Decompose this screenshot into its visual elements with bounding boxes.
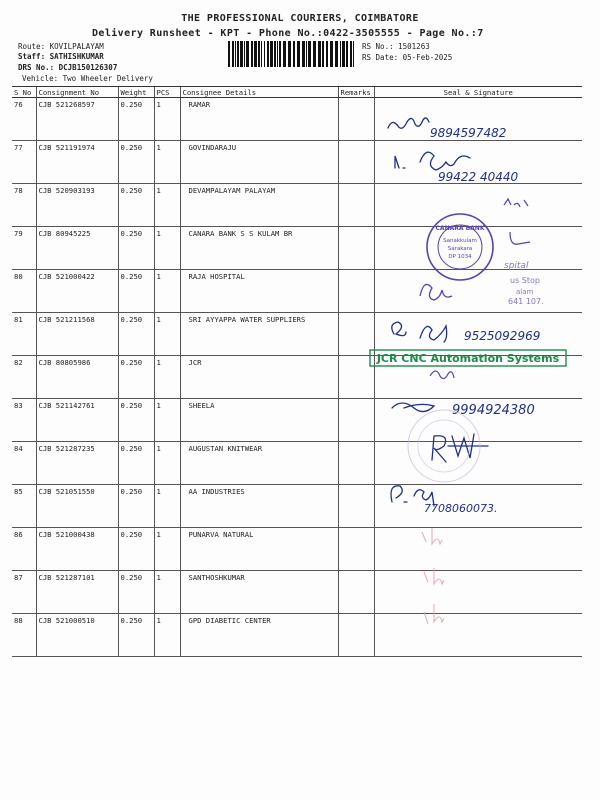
cell-sno: 83 (12, 399, 36, 442)
cell-consignee: DEVAMPALAYAM PALAYAM (180, 184, 338, 227)
cell-pcs: 1 (154, 313, 180, 356)
cell-weight: 0.250 (118, 442, 154, 485)
cell-consignment: CJB 521000510 (36, 614, 118, 657)
cell-sno: 78 (12, 184, 36, 227)
rs-date: RS Date: 05-Feb-2025 (362, 53, 453, 62)
cell-pcs: 1 (154, 98, 180, 141)
handwritten-phone-76: 9894597482 (430, 126, 507, 140)
cell-pcs: 1 (154, 571, 180, 614)
barcode-bar (277, 41, 278, 67)
rs-number: RS No.: 1501263 (362, 42, 430, 51)
svg-text:JCR CNC Automation Systems: JCR CNC Automation Systems (376, 352, 560, 365)
cell-sno: 79 (12, 227, 36, 270)
vehicle-label: Vehicle: Two Wheeler Delivery (22, 74, 153, 83)
cell-sno: 80 (12, 270, 36, 313)
table-row (12, 485, 582, 528)
cell-seal-signature (374, 356, 582, 399)
barcode-bar (267, 41, 269, 67)
cell-remarks (338, 399, 374, 442)
cell-weight: 0.250 (118, 356, 154, 399)
cell-remarks (338, 356, 374, 399)
barcode-bar (302, 41, 305, 67)
cell-consignment: CJB 521191974 (36, 141, 118, 184)
svg-text:Sanakkulam: Sanakkulam (443, 238, 477, 244)
barcode-bar (254, 41, 257, 67)
barcode-bar (306, 41, 307, 67)
col-weight: Weight (118, 87, 154, 98)
table-row (12, 184, 582, 227)
barcode-bar (308, 41, 311, 67)
cell-consignee: PUNARVA NATURAL (180, 528, 338, 571)
runsheet-table (12, 86, 582, 657)
cell-weight: 0.250 (118, 313, 154, 356)
cell-consignee: SHEELA (180, 399, 338, 442)
cell-seal-signature (374, 313, 582, 356)
cell-remarks (338, 313, 374, 356)
barcode-bar (293, 41, 295, 67)
cell-pcs: 1 (154, 227, 180, 270)
barcode-bar (228, 41, 230, 67)
cell-consignee: RAJA HOSPITAL (180, 270, 338, 313)
table-row (12, 528, 582, 571)
barcode-bar (279, 41, 281, 67)
cell-consignee: SANTHOSHKUMAR (180, 571, 338, 614)
cell-weight: 0.250 (118, 485, 154, 528)
cell-sno: 81 (12, 313, 36, 356)
handwritten-phone-85: 7708060073. (424, 502, 498, 515)
cell-consignment: CJB 521268597 (36, 98, 118, 141)
cell-pcs: 1 (154, 442, 180, 485)
cell-consignee: GOVINDARAJU (180, 141, 338, 184)
cell-consignment: CJB 521211568 (36, 313, 118, 356)
barcode-bar (258, 41, 260, 67)
cell-weight: 0.250 (118, 270, 154, 313)
cell-sno: 85 (12, 485, 36, 528)
cell-consignee: SRI AYYAPPA WATER SUPPLIERS (180, 313, 338, 356)
cell-pcs: 1 (154, 141, 180, 184)
svg-text:us Stop: us Stop (510, 276, 540, 285)
cell-seal-signature (374, 98, 582, 141)
cell-remarks (338, 141, 374, 184)
cell-consignment: CJB 521287235 (36, 442, 118, 485)
drs-label: DRS No.: DCJB150126307 (18, 63, 118, 72)
barcode-bar (246, 41, 249, 67)
barcode-bar (274, 41, 276, 67)
cell-weight: 0.250 (118, 614, 154, 657)
cell-seal-signature (374, 184, 582, 227)
svg-text:DP 1034: DP 1034 (448, 254, 472, 260)
barcode-bar (346, 41, 348, 67)
cell-pcs: 1 (154, 184, 180, 227)
barcode-bar (283, 41, 286, 67)
barcode-bar (330, 41, 333, 67)
cell-remarks (338, 442, 374, 485)
cell-weight: 0.250 (118, 571, 154, 614)
table-row (12, 356, 582, 399)
col-consignment: Consignment No (36, 87, 118, 98)
barcode-bar (232, 41, 234, 67)
cell-consignee: AA INDUSTRIES (180, 485, 338, 528)
cell-pcs: 1 (154, 399, 180, 442)
cell-remarks (338, 485, 374, 528)
col-sno: S No (12, 87, 36, 98)
barcode-bar (353, 41, 354, 67)
cell-weight: 0.250 (118, 227, 154, 270)
cell-weight: 0.250 (118, 98, 154, 141)
cell-consignee: RAMAR (180, 98, 338, 141)
barcode-bar (235, 41, 236, 67)
svg-text:CANARA BANK: CANARA BANK (435, 225, 485, 232)
page-title: THE PROFESSIONAL COURIERS, COIMBATORE (181, 13, 419, 24)
table-row (12, 442, 582, 485)
cell-consignment: CJB 521287101 (36, 571, 118, 614)
col-pcs: PCS (154, 87, 180, 98)
cell-seal-signature (374, 614, 582, 657)
cell-remarks (338, 528, 374, 571)
barcode-bar (240, 41, 243, 67)
table-row (12, 98, 582, 141)
cell-sno: 88 (12, 614, 36, 657)
cell-remarks (338, 184, 374, 227)
barcode-bar (350, 41, 352, 67)
cell-pcs: 1 (154, 356, 180, 399)
cell-consignment: CJB 80805986 (36, 356, 118, 399)
handwritten-phone-81: 9525092969 (464, 329, 541, 343)
cell-consignment: CJB 521051550 (36, 485, 118, 528)
barcode-bar (340, 41, 341, 67)
table-row (12, 141, 582, 184)
table-row (12, 313, 582, 356)
svg-text:641 107.: 641 107. (508, 297, 544, 306)
cell-sno: 84 (12, 442, 36, 485)
col-seal-signature: Seal & Signature (374, 87, 582, 98)
svg-text:Sarakara: Sarakara (447, 246, 473, 252)
cell-consignment: CJB 521000438 (36, 528, 118, 571)
cell-consignee: CANARA BANK S S KULAM BR (180, 227, 338, 270)
cell-seal-signature (374, 571, 582, 614)
cell-seal-signature (374, 227, 582, 270)
cell-seal-signature (374, 485, 582, 528)
cell-weight: 0.250 (118, 184, 154, 227)
route-label: Route: KOVILPALAYAM (18, 42, 104, 51)
cell-pcs: 1 (154, 485, 180, 528)
table-row (12, 270, 582, 313)
cell-pcs: 1 (154, 528, 180, 571)
table-row (12, 399, 582, 442)
cell-remarks (338, 614, 374, 657)
cell-seal-signature (374, 141, 582, 184)
cell-seal-signature (374, 528, 582, 571)
cell-seal-signature (374, 442, 582, 485)
cell-sno: 77 (12, 141, 36, 184)
barcode-bar (326, 41, 328, 67)
table-row (12, 571, 582, 614)
barcode (228, 41, 356, 67)
barcode-bar (313, 41, 316, 67)
cell-seal-signature (374, 399, 582, 442)
col-remarks: Remarks (338, 87, 374, 98)
cell-consignment: CJB 520903193 (36, 184, 118, 227)
cell-remarks (338, 270, 374, 313)
page-subtitle: Delivery Runsheet - KPT - Phone No.:0422-3505555 - Page No.:7 (92, 28, 484, 39)
cell-sno: 87 (12, 571, 36, 614)
barcode-bar (261, 41, 262, 67)
handwritten-phone-77: 99422 40440 (438, 170, 519, 184)
cell-consignment: CJB 521142761 (36, 399, 118, 442)
barcode-bar (297, 41, 300, 67)
cell-consignee: JCR (180, 356, 338, 399)
barcode-bar (318, 41, 321, 67)
barcode-bar (251, 41, 253, 67)
cell-sno: 82 (12, 356, 36, 399)
col-consignee: Consignee Details (180, 87, 338, 98)
cell-consignment: CJB 521000422 (36, 270, 118, 313)
staff-label: Staff: SATHISHKUMAR (18, 52, 104, 61)
cell-pcs: 1 (154, 270, 180, 313)
barcode-bar (288, 41, 291, 67)
cell-weight: 0.250 (118, 141, 154, 184)
cell-remarks (338, 98, 374, 141)
cell-seal-signature (374, 270, 582, 313)
barcode-bar (335, 41, 338, 67)
barcode-bar (342, 41, 345, 67)
barcode-bar (322, 41, 324, 67)
cell-sno: 76 (12, 98, 36, 141)
table-header-row (12, 87, 582, 98)
svg-text:spital: spital (504, 261, 529, 271)
cell-pcs: 1 (154, 614, 180, 657)
table-row (12, 614, 582, 657)
barcode-bar (244, 41, 245, 67)
cell-consignee: GPD DIABETIC CENTER (180, 614, 338, 657)
barcode-bar (237, 41, 239, 67)
cell-remarks (338, 227, 374, 270)
cell-weight: 0.250 (118, 528, 154, 571)
barcode-bar (270, 41, 273, 67)
cell-consignee: AUGUSTAN KNITWEAR (180, 442, 338, 485)
cell-remarks (338, 571, 374, 614)
table-row (12, 227, 582, 270)
cell-sno: 86 (12, 528, 36, 571)
handwritten-phone-83: 9994924380 (452, 403, 535, 418)
barcode-bar (264, 41, 265, 67)
svg-text:alam: alam (516, 288, 534, 296)
cell-weight: 0.250 (118, 399, 154, 442)
cell-consignment: CJB 80945225 (36, 227, 118, 270)
